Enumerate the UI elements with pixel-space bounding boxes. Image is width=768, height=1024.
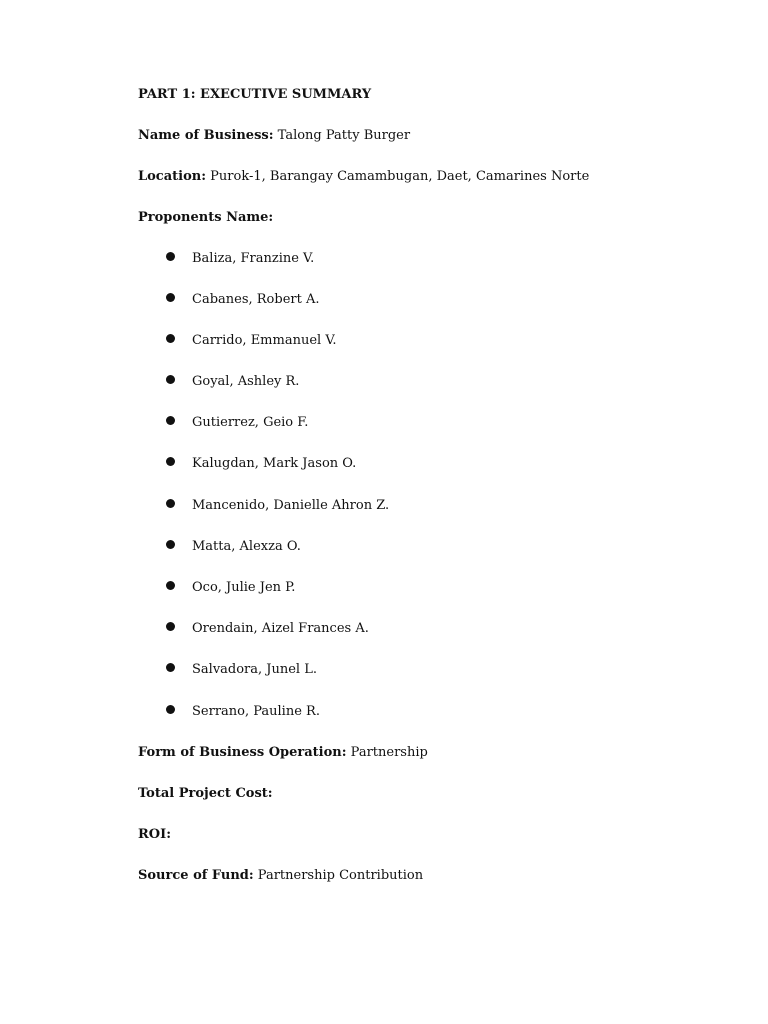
proponent-name: Oco, Julie Jen P. (192, 580, 296, 595)
proponents-row (138, 209, 273, 227)
list-item (166, 620, 369, 638)
list-item (166, 332, 337, 350)
location-value: Purok-1, Barangay Camambugan, Daet, Camarines Norte (210, 169, 590, 184)
proponent-name: Mancenido, Danielle Ahron Z. (192, 498, 390, 513)
total-project-cost-label: Total Project Cost: (138, 786, 273, 801)
list-item (166, 579, 295, 597)
list-item (166, 291, 320, 309)
location-row (138, 168, 589, 186)
proponent-name: Goyal, Ashley R. (192, 374, 300, 389)
proponent-name: Gutierrez, Geio F. (192, 415, 309, 430)
business-name-label: Name of Business: (138, 128, 274, 143)
bullet-icon (166, 293, 175, 302)
list-item (166, 497, 389, 515)
bullet-icon (166, 581, 175, 590)
total-project-cost-row (138, 785, 273, 803)
proponents-label: Proponents Name: (138, 210, 274, 225)
form-of-business-value: Partnership (350, 745, 428, 760)
proponent-name: Baliza, Franzine V. (192, 251, 315, 266)
bullet-icon (166, 252, 175, 261)
proponent-name: Salvadora, Junel L. (192, 662, 317, 677)
list-item (166, 373, 299, 391)
source-of-fund-row (138, 867, 423, 885)
bullet-icon (166, 334, 175, 343)
list-item (166, 661, 317, 679)
source-of-fund-label: Source of Fund: (138, 868, 254, 883)
bullet-icon (166, 540, 175, 549)
list-item (166, 538, 301, 556)
proponent-name: Serrano, Pauline R. (192, 704, 320, 719)
proponent-name: Carrido, Emmanuel V. (192, 333, 337, 348)
roi-row (138, 826, 171, 844)
form-of-business-label: Form of Business Operation: (138, 745, 347, 760)
bullet-icon (166, 375, 175, 384)
list-item (166, 414, 308, 432)
roi-label: ROI: (138, 827, 172, 842)
proponent-name: Cabanes, Robert A. (192, 292, 320, 307)
business-name-row (138, 127, 410, 145)
proponent-name: Matta, Alexza O. (192, 539, 301, 554)
location-label: Location: (138, 169, 207, 184)
bullet-icon (166, 457, 175, 466)
list-item (166, 703, 320, 721)
section-heading: PART 1: EXECUTIVE SUMMARY (138, 87, 372, 102)
form-of-business-row (138, 744, 428, 762)
business-name-value: Talong Patty Burger (277, 128, 411, 143)
list-item (166, 455, 356, 473)
bullet-icon (166, 705, 175, 714)
bullet-icon (166, 622, 175, 631)
proponent-name: Kalugdan, Mark Jason O. (192, 456, 357, 471)
proponent-name: Orendain, Aizel Frances A. (192, 621, 369, 636)
bullet-icon (166, 663, 175, 672)
bullet-icon (166, 416, 175, 425)
bullet-icon (166, 499, 175, 508)
source-of-fund-value: Partnership Contribution (257, 868, 424, 883)
list-item (166, 250, 314, 268)
